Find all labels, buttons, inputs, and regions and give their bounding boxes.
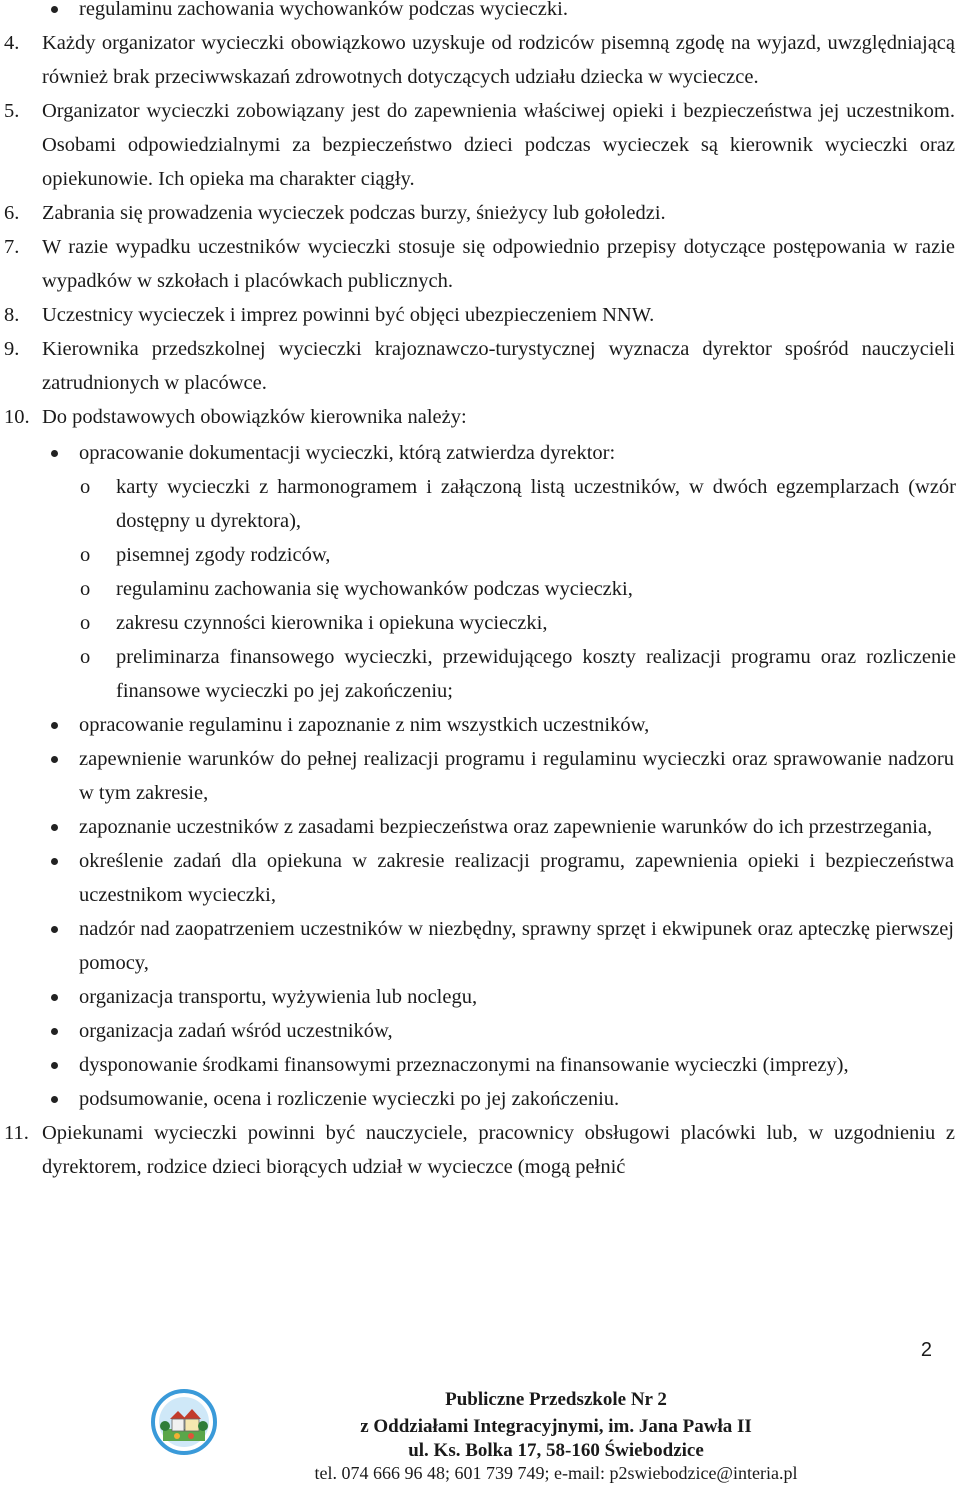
bullet-icon (42, 742, 79, 763)
item-number: 10. (4, 406, 30, 428)
duty-text: dysponowanie środkami finansowymi przeznaczonymi na finansowanie wycieczki (imprezy), (79, 1054, 849, 1076)
duty-item (0, 810, 960, 844)
numbered-item (0, 1116, 960, 1184)
duty-text: opracowanie regulaminu i zapoznanie z nim wszystkich uczestników, (79, 714, 650, 736)
bullet-icon (42, 912, 79, 933)
duty-item (0, 980, 960, 1014)
item-number: 11. (4, 1122, 29, 1144)
footer-contact: tel. 074 666 96 48; 601 739 749; e-mail: p2swiebodzice@interia.pl (314, 1463, 798, 1483)
footer (0, 1389, 960, 1488)
kindergarten-logo-icon (151, 1389, 217, 1455)
numbered-item (0, 196, 960, 230)
circle-bullet-icon: o (80, 612, 91, 634)
duty-text: organizacja transportu, wyżywienia lub noclegu, (79, 986, 478, 1008)
bullet-icon (42, 810, 79, 831)
bullet-icon (42, 844, 79, 865)
duty-text: opracowanie dokumentacji wycieczki, którą zatwierdza dyrektor: (79, 442, 616, 464)
circle-bullet-icon: o (80, 646, 91, 668)
document-list-text: regulaminu zachowania się wychowanków podczas wycieczki, (116, 578, 633, 600)
document-list-text: pisemnej zgody rodziców, (116, 544, 331, 566)
circle-bullet-icon: o (80, 476, 91, 498)
circle-bullet-icon: o (80, 544, 91, 566)
item-number: 4. (4, 32, 20, 54)
numbered-item (0, 400, 960, 434)
duty-text: nadzór nad zaopatrzeniem uczestników w niezbędny, sprawny sprzęt i ekwipunek oraz apteczkę pierwszej pomocy, (79, 918, 954, 974)
item-number: 7. (4, 236, 20, 258)
duty-item (0, 912, 960, 980)
bullet-icon (42, 436, 79, 457)
duty-item (0, 1082, 960, 1116)
item-text: Opiekunami wycieczki powinni być nauczyciele, pracownicy obsługowi placówki lub, w uzgodnieniu z dyrektorem, rodzice dzieci biorących udział w wycieczce (mogą pełnić (42, 1122, 955, 1178)
duty-item (0, 436, 960, 470)
bullet-icon (42, 1082, 79, 1103)
item-text: Każdy organizator wycieczki obowiązkowo uzyskuje od rodziców pisemną zgodę na wyjazd, uwzględniającą również brak przeciwwskazań zdrowotnych dotyczących udziału dziecka w wycieczce. (42, 32, 955, 88)
document-list-item (0, 538, 960, 572)
bullet-icon (42, 1014, 79, 1035)
document-list-item (0, 606, 960, 640)
duty-text: podsumowanie, ocena i rozliczenie wycieczki po jej zakończeniu. (79, 1088, 620, 1110)
footer-address: ul. Ks. Bolka 17, 58-160 Świebodzice (408, 1440, 704, 1461)
item-text: Do podstawowych obowiązków kierownika należy: (42, 406, 467, 428)
bullet-icon (42, 0, 79, 13)
numbered-item (0, 94, 960, 196)
duty-text: organizacja zadań wśród uczestników, (79, 1020, 393, 1042)
item-number: 8. (4, 304, 20, 326)
numbered-item (0, 332, 960, 400)
item-text: Zabrania się prowadzenia wycieczek podczas burzy, śnieżycy lub gołoledzi. (42, 202, 666, 224)
document-list-item (0, 470, 960, 538)
footer-institution-subtitle: z Oddziałami Integracyjnymi, im. Jana Pawła II (360, 1416, 752, 1437)
item-text: W razie wypadku uczestników wycieczki stosuje się odpowiednio przepisy dotyczące postępowania w razie wypadków w szkołach i placówkach publicznych. (42, 236, 955, 292)
item-number: 9. (4, 338, 20, 360)
bullet-item (0, 0, 960, 26)
numbered-item (0, 230, 960, 298)
item-text: Kierownika przedszkolnej wycieczki krajoznawczo-turystycznej wyznacza dyrektor spośród nauczycieli zatrudnionych w placówce. (42, 338, 955, 394)
page-number: 2 (920, 1339, 932, 1361)
duty-text: określenie zadań dla opiekuna w zakresie realizacji programu, zapewnienia opieki i bezpieczeństwa uczestnikom wycieczki, (79, 850, 954, 906)
item-number: 6. (4, 202, 20, 224)
duty-text: zapewnienie warunków do pełnej realizacji programu i regulaminu wycieczki oraz sprawowanie nadzoru w tym zakresie, (79, 748, 954, 804)
duty-text: zapoznanie uczestników z zasadami bezpieczeństwa oraz zapewnienie warunków do ich przestrzegania, (79, 816, 933, 838)
document-list-text: karty wycieczki z harmonogramem i załączoną listą uczestników, w dwóch egzemplarzach (wzór dostępny u dyrektora), (116, 476, 956, 532)
duty-item (0, 1048, 960, 1082)
circle-bullet-icon: o (80, 578, 91, 600)
bullet-icon (42, 708, 79, 729)
duty-item (0, 708, 960, 742)
document-list-item (0, 572, 960, 606)
document-list-item (0, 640, 960, 708)
numbered-item (0, 26, 960, 94)
footer-institution-name: Publiczne Przedszkole Nr 2 (445, 1389, 667, 1410)
bullet-text: regulaminu zachowania wychowanków podczas wycieczki. (79, 0, 568, 20)
item-text: Uczestnicy wycieczek i imprez powinni być objęci ubezpieczeniem NNW. (42, 304, 655, 326)
numbered-item (0, 298, 960, 332)
document-list-text: preliminarza finansowego wycieczki, przewidującego koszty realizacji programu oraz rozliczenie finansowe wycieczki po jej zakończeniu; (116, 646, 956, 702)
duty-item (0, 742, 960, 810)
item-text: Organizator wycieczki zobowiązany jest do zapewnienia właściwej opieki i bezpieczeństwa jej uczestnikom. Osobami odpowiedzialnymi za bezpieczeństwo dzieci podczas wycieczek są kierownik wycieczki oraz opiekunowie. Ich opieka ma charakter ciągły. (42, 100, 955, 190)
duty-item (0, 844, 960, 912)
bullet-icon (42, 1048, 79, 1069)
bullet-icon (42, 980, 79, 1001)
document-list-text: zakresu czynności kierownika i opiekuna wycieczki, (116, 612, 548, 634)
duty-item (0, 1014, 960, 1048)
item-number: 5. (4, 100, 20, 122)
